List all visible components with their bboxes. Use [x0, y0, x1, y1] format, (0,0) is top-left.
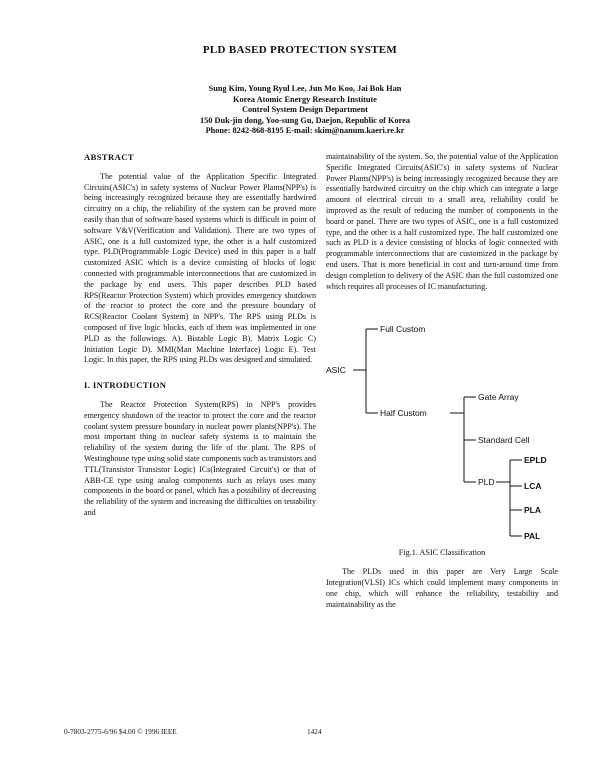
author-address: 150 Duk-jin dong, Yoo-sung Gu, Daejon, Republic of Korea	[200, 115, 410, 125]
author-contact: Phone: 8242-868-8195 E-mail: skim@nanum.kaeri.re.kr	[205, 126, 405, 136]
asic-classification-figure	[326, 312, 558, 567]
author-department: Control System Design Department	[242, 105, 368, 115]
footer-copyright: 0-7803-2775-6/96 $4.00 © 1996 IEEE	[64, 727, 177, 736]
page-number: 1424	[307, 727, 322, 736]
label-standard-cell: Standard Cell	[478, 435, 530, 446]
introduction-continued: maintainability of the system. So, the potential value of the Application Specific Integrated Circuits(ASIC's) in safety systems of Nuclear Power Plants(NPP's) is being increasingly recognized because they are essentially hardwired circuitry on the chip which can integrate a large amount of electrical circuit to a small area, reliability could be improved as the result of reducing the number of components in the board or panel. There are two types of ASIC, one is a full customized type, and the other is a half customized type. The half customized one such as PLD is a device consisting of blocks of logic connected with programmable interconnections that are customized in the package by end users. That is more beneficial in cost and turn-around time from design completion to delivery of the ASIC than the full customized one which requires all processes of IC manufacturing.	[326, 152, 558, 291]
label-epld: EPLD	[524, 455, 547, 466]
after-figure-text: The PLDs used in this paper are Very Large Scale Integration(VLSI) ICs which could implement many components in one chip, which will enhance the reliability, testability and maintainability as the	[326, 567, 558, 609]
label-pal: PAL	[524, 531, 541, 542]
label-lca: LCA	[524, 481, 542, 492]
left-column	[84, 152, 316, 519]
label-asic: ASIC	[326, 365, 346, 376]
right-column	[326, 152, 558, 611]
label-full-custom: Full Custom	[380, 324, 426, 335]
introduction-text: The Reactor Protection System(RPS) in NPP's provides emergency shutdown of the reactor to protect the core and the reactor coolant system pressure boundary in nuclear power plants(NPP's). The most important thing in nuclear safety systems is to maintain the reliability of the system during the life of the plant. The RPS of Westinghouse type using solid state components such as transistors and TTL(Transistor Transistor Logic) ICs(Integrated Circuit's) or that of ABB-CE type using analog components such as relays uses many components in the board or panel, which has a possibility of decreasing the reliability of the system and increasing the difficulties on testability and	[84, 399, 316, 517]
asic-tree-diagram	[326, 312, 558, 544]
author-names: Sung Kim, Young Ryul Lee, Jun Mo Koo, Jai Bok Han	[208, 84, 402, 93]
abstract-text: The potential value of the Application Specific Integrated Circuits(ASIC's) in safety systems of Nuclear Power Plants(NPP's) is being increasingly recognized because they are essentially hardwired circuitry on a chip, the reliability of the system can be proved more easily than that of software based systems which is difficult in point of software V&V(Verification and Validation). There are two types of ASIC, one is a full customized type, the other is a half customized type. PLD(Programmable Logic Device) used in this paper is a half customized ASIC which is a device consisting of blocks of logic connected with programmable interconnections that are customized in the package by end users. This paper describes PLD based RPS(Reactor Protection System) which provides emergency shutdown of the reactor to protect the core and the pressure boundary of RCS(Reactor Coolant System) in NPP's. The RPS using PLDs is composed of five logic blocks, each of them was implemented in one PLD as the followings. A). Bistable Logic B). Matrix Logic C) Initiation Logic D). MMI(Man Machine Interface) Logic E). Test Logic. In this paper, the RPS using PLDs was designed and simulated.	[84, 171, 316, 365]
figure-caption: Fig.1. ASIC Classification	[398, 548, 486, 558]
introduction-heading: I. INTRODUCTION	[84, 380, 167, 391]
paper-title: PLD BASED PROTECTION SYSTEM	[202, 44, 398, 56]
author-institute: Korea Atomic Energy Research Institute	[233, 94, 377, 104]
abstract-heading: ABSTRACT	[84, 152, 134, 162]
label-pld: PLD	[478, 477, 495, 488]
author-block	[150, 84, 460, 137]
label-half-custom: Half Custom	[380, 408, 427, 419]
label-pla: PLA	[524, 505, 541, 516]
label-gate-array: Gate Array	[478, 392, 519, 403]
